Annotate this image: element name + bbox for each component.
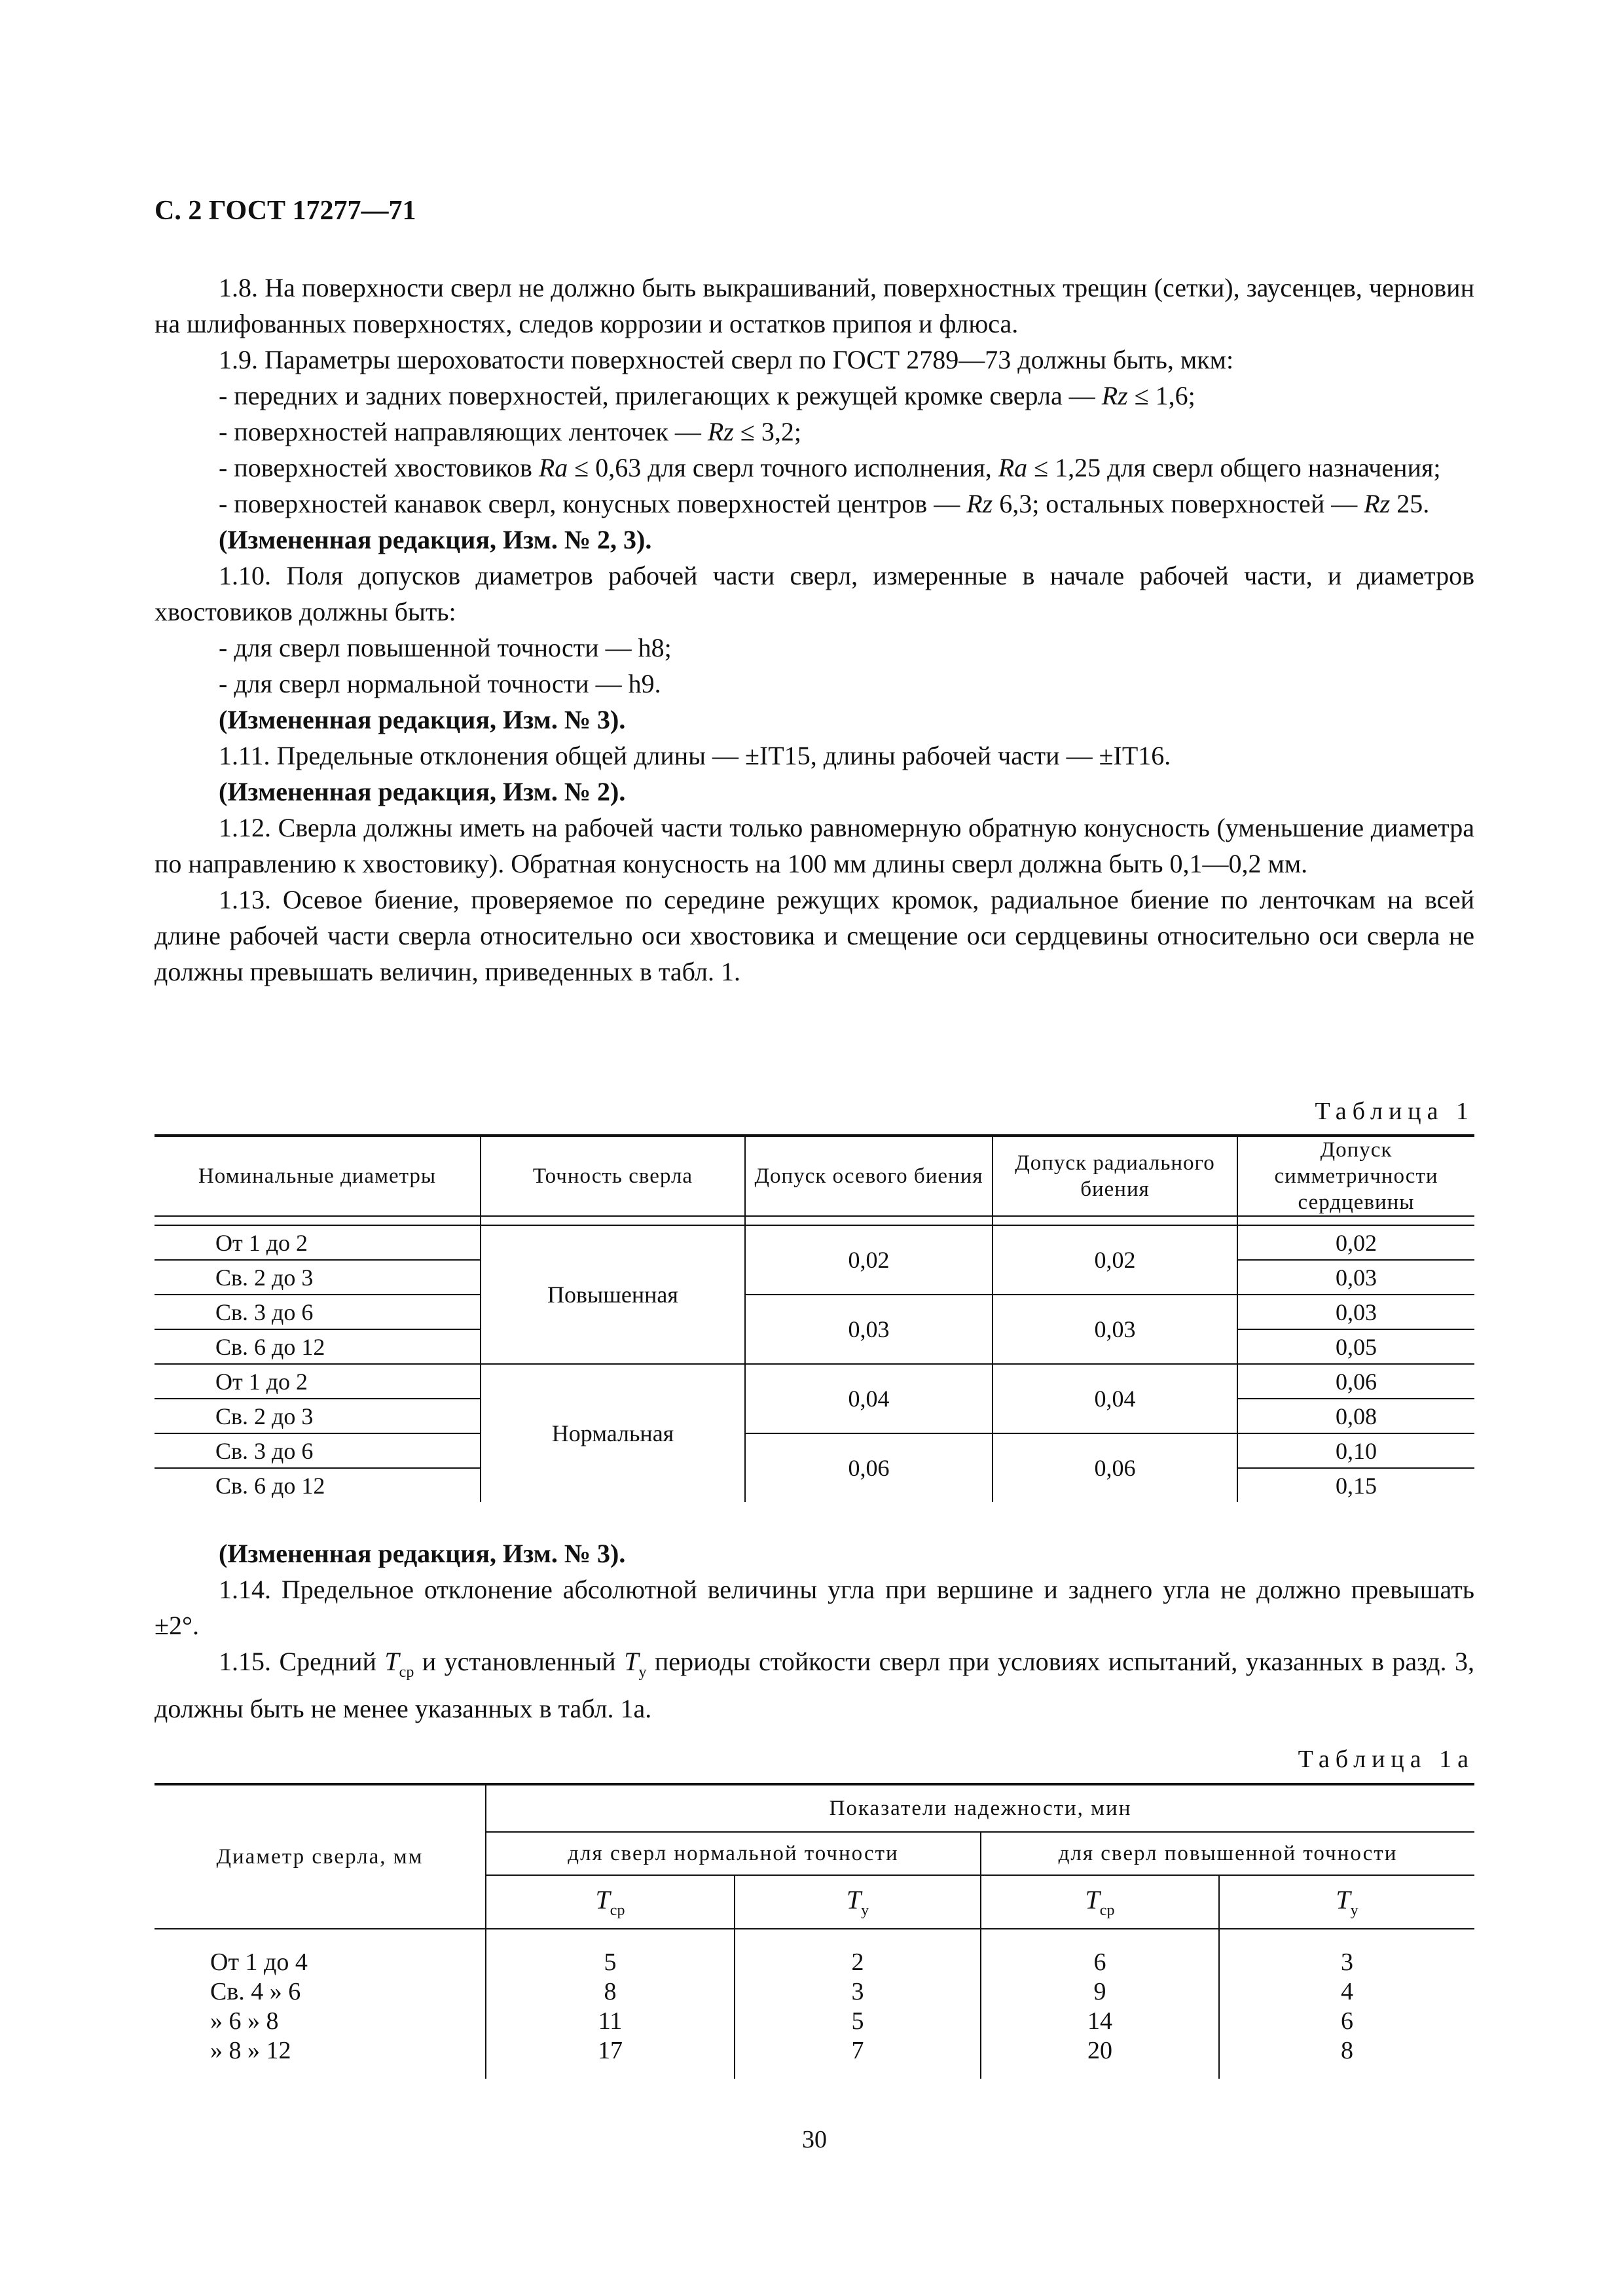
amendment-note: (Измененная редакция, Изм. № 3). [219,705,626,734]
table-cell: 5 [735,2007,981,2036]
table-cell: 20 [981,2036,1219,2079]
table-cell: 0,02 [745,1225,993,1295]
column-header: Точность сверла [481,1136,745,1216]
table-cell: 11 [486,2007,735,2036]
table-cell: 0,03 [993,1295,1237,1364]
paragraph-1-10: 1.10. Поля допусков диаметров рабочей части сверл, измеренные в начале рабочей части, и диаметров хвостовиков должны быть: [155,561,1474,626]
list-item: - для сверл нормальной точности — h9. [219,669,661,698]
table-cell: Св. 3 до 6 [155,1295,481,1329]
table-cell: Св. 3 до 6 [155,1433,481,1468]
paragraph-1-13: 1.13. Осевое биение, проверяемое по середине режущих кромок, радиальное биение по ленточкам на всей длине рабочей части сверла относительно оси хвостовика и смещение оси сердцевины относительно оси сверла не должны превышать величин, приведенных в табл. 1. [155,885,1474,986]
paragraph-1-12: 1.12. Сверла должны иметь на рабочей части только равномерную обратную конусность (уменьшение диаметра по направлению к хвостовику). Обратная конусность на 100 мм длины сверл должна быть 0,1—0,2 мм. [155,813,1474,878]
table-cell: 17 [486,2036,735,2079]
paragraph-1-15: 1.15. Средний $T_{ср}$ и установленный $T_у$ периоды стойкости сверл при условиях испытаний, указанных в разд. 3, должны быть не менее указанных в табл. 1а. [155,1647,1474,1723]
column-header: для сверл повышенной точности [981,1832,1474,1875]
table-cell: 3 [1219,1937,1474,1977]
table-1a-caption: Таблица 1а [1298,1746,1474,1773]
table-cell: 4 [1219,1977,1474,2007]
table-cell: 0,08 [1237,1399,1474,1433]
column-header: $T_у$ [735,1875,981,1929]
column-header: Допуск симметричности сердцевины [1237,1136,1474,1216]
table-cell: » 8 » 12 [210,2037,291,2064]
table-cell: 0,06 [1237,1364,1474,1399]
paragraph-1-8: 1.8. На поверхности сверл не должно быть выкрашиваний, поверхностных трещин (сетки), заусенцев, черновин на шлифованных поверхностях, следов коррозии и остатков припоя и флюса. [155,273,1474,338]
table-cell: Св. 2 до 3 [155,1399,481,1433]
column-header: $T_{ср}$ [981,1875,1219,1929]
page-number: 30 [802,2126,827,2153]
body-text-continued [155,1535,1474,1727]
table-cell: Св. 6 до 12 [155,1329,481,1364]
table-cell: 0,03 [745,1295,993,1364]
table-cell: От 1 до 2 [155,1364,481,1399]
page-header: С. 2 ГОСТ 17277—71 [155,196,416,226]
body-text [155,270,1474,990]
table-1a [155,1783,1474,2079]
table-cell: 0,06 [993,1433,1237,1502]
table-cell: » 6 » 8 [210,2007,279,2035]
table-cell: 0,04 [993,1364,1237,1433]
paragraph-1-11: 1.11. Предельные отклонения общей длины — ±IT15, длины рабочей части — ±IT16. [219,741,1171,770]
amendment-note: (Измененная редакция, Изм. № 3). [219,1539,626,1568]
table-cell: От 1 до 4 [210,1948,308,1976]
table-cell: 14 [981,2007,1219,2036]
column-header: $T_у$ [1219,1875,1474,1929]
paragraph-1-9: 1.9. Параметры шероховатости поверхностей сверл по ГОСТ 2789—73 должны быть, мкм: [219,345,1234,374]
table-cell: 0,02 [1237,1225,1474,1260]
table-cell: Св. 4 » 6 [210,1978,301,2005]
table-cell: Повышенная [481,1225,745,1364]
list-item: - поверхностей направляющих ленточек — Rz ≤ 3,2; [219,417,801,446]
list-item: - для сверл повышенной точности — h8; [219,633,672,662]
column-header: Диаметр сверла, мм [216,1844,424,1869]
list-item: - поверхностей канавок сверл, конусных поверхностей центров — Rz 6,3; остальных поверхностей — Rz 25. [219,489,1430,518]
table-cell: 6 [981,1937,1219,1977]
column-header: Номинальные диаметры [198,1164,437,1188]
table-cell: 8 [486,1977,735,2007]
column-header: Показатели надежности, мин [486,1784,1474,1832]
table-cell: 0,02 [993,1225,1237,1295]
table-1-caption: Таблица 1 [1315,1098,1474,1125]
table-cell: 9 [981,1977,1219,2007]
table-cell: 0,03 [1237,1295,1474,1329]
column-header: Допуск осевого биения [745,1136,993,1216]
list-item: - поверхностей хвостовиков Ra ≤ 0,63 для сверл точного исполнения, Ra ≤ 1,25 для сверл общего назначения; [219,453,1441,482]
table-cell: 0,03 [1237,1260,1474,1295]
table-cell: 8 [1219,2036,1474,2079]
table-1 [155,1134,1474,1502]
amendment-note: (Измененная редакция, Изм. № 2, 3). [219,525,652,554]
table-cell: 6 [1219,2007,1474,2036]
table-cell: 7 [735,2036,981,2079]
table-cell: 0,05 [1237,1329,1474,1364]
table-cell: Нормальная [481,1364,745,1502]
table-cell: 0,15 [1237,1468,1474,1502]
table-cell: Св. 6 до 12 [215,1472,325,1499]
table-cell: 5 [486,1937,735,1977]
table-cell: От 1 до 2 [155,1225,481,1260]
table-cell: Св. 2 до 3 [155,1260,481,1295]
column-header: для сверл нормальной точности [486,1832,981,1875]
column-header: $T_{ср}$ [486,1875,735,1929]
table-cell: 2 [735,1937,981,1977]
table-cell: 0,06 [745,1433,993,1502]
amendment-note: (Измененная редакция, Изм. № 2). [219,777,626,806]
table-cell: 0,10 [1237,1433,1474,1468]
column-header: Допуск радиального биения [993,1136,1237,1216]
list-item: - передних и задних поверхностей, прилегающих к режущей кромке сверла — Rz ≤ 1,6; [219,381,1195,410]
table-cell: 0,04 [745,1364,993,1433]
paragraph-1-14: 1.14. Предельное отклонение абсолютной величины угла при вершине и заднего угла не должно превышать ±2°. [155,1575,1474,1640]
table-cell: 3 [735,1977,981,2007]
